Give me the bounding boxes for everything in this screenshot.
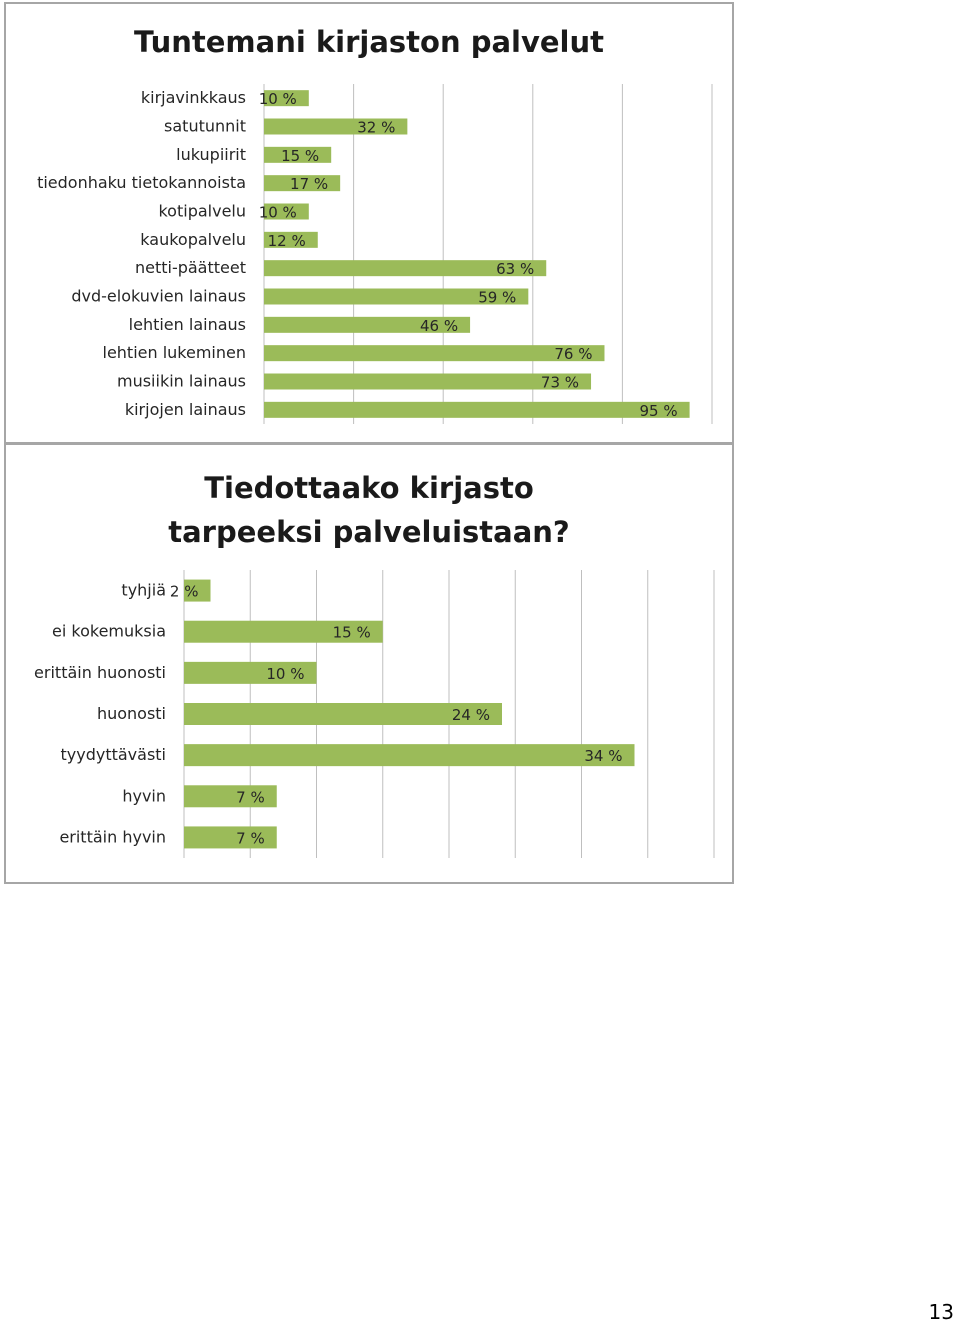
chart-0-data-label: 59 % [478,288,517,307]
chart-1-category-label: erittäin hyvin [59,827,166,847]
chart-1-category-label: ei kokemuksia [52,621,166,641]
chart-0-data-label: 10 % [258,90,297,109]
chart-0-data-label: 12 % [267,231,306,250]
chart-2-title-text: Tiedottaako kirjasto tarpeeksi palveluistaan? [168,471,570,549]
chart-0-category-label: kaukopalvelu [140,229,246,249]
chart-0-data-label: 15 % [281,146,320,165]
chart-0-category-label: netti-päätteet [134,258,246,278]
chart-0-data-label: 46 % [419,316,459,335]
chart-0-category-label: kirjavinkkaus [140,88,246,108]
chart-1-bar-chart [6,84,732,429]
chart-1-category-label: tyydyttävästi [60,745,166,765]
chart-1-data-label: 34 % [584,747,623,766]
chart-1-category-label: hyvin [122,786,166,806]
page-number: 13 [928,1300,954,1324]
chart-1-title: Tuntemani kirjaston palvelut [133,25,604,59]
chart-0-category-label: lehtien lainaus [128,314,246,334]
chart-2-bar-chart [6,570,732,870]
chart-0-data-label: 32 % [357,118,396,137]
chart-0-category-label: tiedonhaku tietokannoista [37,173,246,193]
chart-0-category-label: satutunnit [164,116,246,136]
chart-0-data-label: 76 % [554,345,593,364]
chart-0-data-label: 73 % [540,373,580,392]
chart-1-data-label: 10 % [266,664,305,683]
chart-1-category-label: tyhjiä [121,580,166,600]
chart-1-bar [184,744,635,766]
chart-0-category-label: musiikin lainaus [116,371,246,391]
chart-1-data-label: 15 % [332,623,371,642]
chart-0-category-label: kotipalvelu [158,201,246,221]
chart-1-data-label: 2 % [169,582,199,601]
chart-0-data-label: 63 % [496,260,535,279]
slide-library-services [4,2,734,444]
chart-0-data-label: 17 % [290,175,329,194]
chart-0-category-label: lehtien lukeminen [102,343,246,363]
chart-1-data-label: 7 % [236,788,265,807]
chart-0-category-label: dvd-elokuvien lainaus [71,286,246,306]
chart-1-category-label: huonosti [96,704,166,723]
chart-1-category-label: erittäin huonosti [34,662,166,682]
chart-0-bar [264,402,690,418]
chart-0-category-label: kirjojen lainaus [124,399,246,419]
chart-0-data-label: 95 % [639,401,678,420]
chart-0-category-label: lukupiirit [176,144,246,164]
chart-2-title [6,466,732,554]
slide-library-communication [4,443,734,884]
chart-1-data-label: 7 % [236,829,265,848]
chart-0-data-label: 10 % [258,203,297,222]
chart-1-data-label: 24 % [451,706,490,724]
